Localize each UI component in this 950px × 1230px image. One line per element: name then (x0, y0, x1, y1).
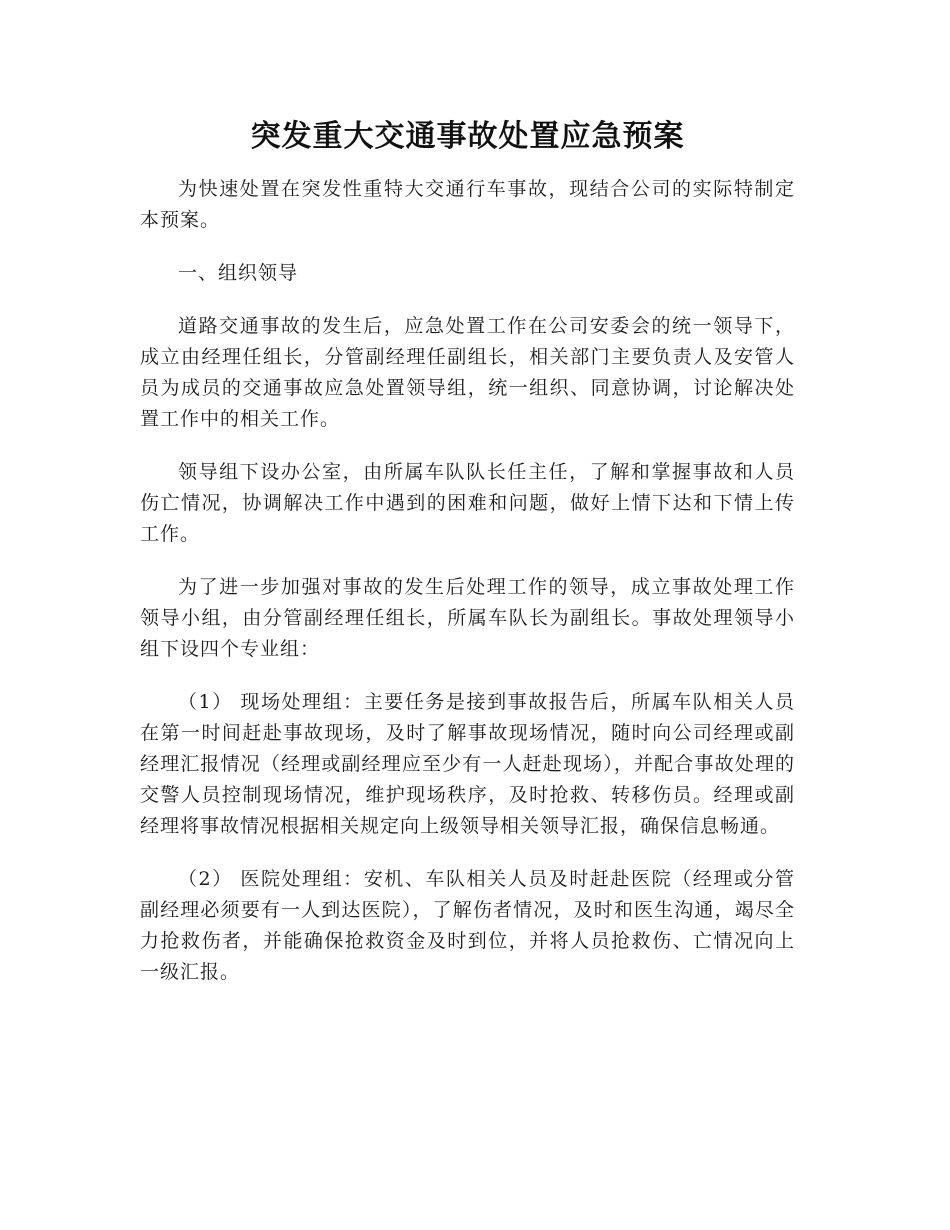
paragraph-scene-team: （1） 现场处理组：主要任务是接到事故报告后，所属车队相关人员在第一时间赶赴事故现场，及时了解事故现场情况，随时向公司经理或副经理汇报情况（经理或副经理应至少有一人赶赴现场），并配合事故处理的交警人员控制现场情况，维护现场秩序，及时抢救、转移伤员。经理或副经理将事故情况根据相关规定向上级领导相关领导汇报，确保信息畅通。 (140, 691, 795, 837)
paragraph-handling-group: 为了进一步加强对事故的发生后处理工作的领导，成立事故处理工作领导小组，由分管副经理任组长，所属车队长为副组长。事故处理领导小组下设四个专业组： (140, 576, 795, 660)
document-title: 突发重大交通事故处置应急预案 (250, 119, 685, 154)
paragraph-hospital-team: （2） 医院处理组：安机、车队相关人员及时赶赴医院（经理或分管副经理必须要有一人到达医院），了解伤者情况，及时和医生沟通，竭尽全力抢救伤者，并能确保抢救资金及时到位，并将人员抢救伤、亡情况向上一级汇报。 (140, 868, 795, 983)
paragraph-leadership-group: 道路交通事故的发生后，应急处置工作在公司安委会的统一领导下，成立由经理任组长，分管副经理任副组长，相关部门主要负责人及安管人员为成员的交通事故应急处置领导组，统一组织、同意协调，讨论解决处置工作中的相关工作。 (140, 315, 795, 430)
document-page (140, 100, 795, 1000)
section-heading-organization: 一、组织领导 (178, 262, 299, 284)
paragraph-office: 领导组下设办公室，由所属车队队长任主任，了解和掌握事故和人员伤亡情况，协调解决工作中遇到的困难和问题，做好上情下达和下情上传工作。 (140, 461, 795, 545)
intro-paragraph: 为快速处置在突发性重特大交通行车事故，现结合公司的实际特制定本预案。 (140, 178, 795, 231)
